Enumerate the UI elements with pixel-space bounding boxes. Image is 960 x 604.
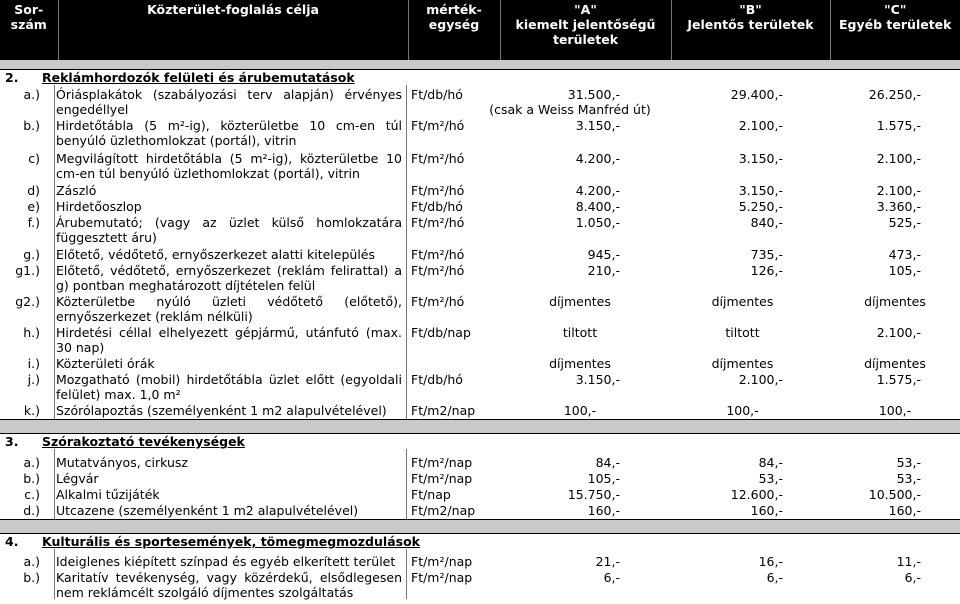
header-zone-b-text: "B" Jelentős területek <box>687 2 814 32</box>
row-value-c: 100,- <box>878 403 912 418</box>
row-letter: c.) <box>24 487 40 502</box>
column-rule <box>54 85 55 419</box>
row-unit: Ft/m²/hó <box>411 263 465 278</box>
row-unit: Ft/db/hó <box>411 87 463 102</box>
row-value-b: 16,- <box>758 554 783 569</box>
separator-stripe <box>0 520 960 533</box>
header-zone-c-text: "C" Egyéb területek <box>839 2 952 32</box>
row-value-a: 100,- <box>563 403 597 418</box>
section-number: 2. <box>5 70 19 85</box>
row-unit: Ft/m²/nap <box>411 570 473 585</box>
row-unit: Ft/m²/hó <box>411 151 465 166</box>
row-rule <box>0 419 960 420</box>
row-letter: i.) <box>27 356 40 371</box>
row-letter: a.) <box>23 87 40 102</box>
header-zone-b <box>671 0 830 60</box>
row-value-b: 3.150,- <box>738 183 783 198</box>
header-zone-c <box>830 0 960 60</box>
row-note: (csak a Weiss Manfréd út) <box>489 102 651 117</box>
row-value-b: tiltott <box>725 325 760 340</box>
row-value-b: 12.600,- <box>730 487 783 502</box>
row-letter: g1.) <box>15 263 40 278</box>
column-rule <box>406 549 407 599</box>
row-value-a: díjmentes <box>549 356 611 371</box>
row-value-b: 100,- <box>726 403 759 418</box>
row-unit: Ft/db/hó <box>411 372 463 387</box>
row-unit: Ft/db/hó <box>411 199 463 214</box>
header-unit-text: mérték- egység <box>426 2 482 32</box>
header-zone-a-text: "A" kiemelt jelentőségű területek <box>515 2 656 47</box>
row-description: Közterületi órák <box>56 356 155 371</box>
row-value-b: 735,- <box>750 247 783 262</box>
header-zone-a <box>500 0 671 60</box>
row-description: Szórólapoztás (személyenként 1 m2 alapulvételével) <box>56 403 387 418</box>
row-value-a: 1.050,- <box>575 215 620 230</box>
row-value-b: 29.400,- <box>730 87 783 102</box>
header-purpose <box>58 0 408 60</box>
row-unit: Ft/m2/nap <box>411 503 476 518</box>
row-letter: a.) <box>23 554 40 569</box>
row-description: Előtető, védőtető, ernyőszerkezet (reklám felirattal) a g) pontban meghatározott díjtételen felül <box>56 263 402 293</box>
row-value-c: díjmentes <box>864 356 926 371</box>
row-value-b: 3.150,- <box>738 151 783 166</box>
row-value-c: 11,- <box>896 554 921 569</box>
row-value-c: 3.360,- <box>876 199 921 214</box>
row-letter: d.) <box>23 503 40 518</box>
row-value-c: 10.500,- <box>868 487 921 502</box>
section-number: 4. <box>5 534 19 549</box>
row-unit: Ft/nap <box>411 487 451 502</box>
row-unit: Ft/m²/nap <box>411 471 473 486</box>
row-value-b: 2.100,- <box>738 118 783 133</box>
section-title: Kulturális és sportesemények, tömegmegmozdulások <box>42 534 420 549</box>
row-description: Légvár <box>56 471 99 486</box>
row-unit: Ft/m²/hó <box>411 294 465 309</box>
row-unit: Ft/m²/nap <box>411 455 473 470</box>
row-value-c: 1.575,- <box>876 372 921 387</box>
row-description: Előtető, védőtető, ernyőszerkezet alatti kitelepülés <box>56 247 375 262</box>
column-rule <box>54 549 55 599</box>
row-value-c: 525,- <box>888 215 921 230</box>
row-value-a: 3.150,- <box>575 372 620 387</box>
header-unit <box>408 0 500 60</box>
row-value-c: 160,- <box>888 503 921 518</box>
row-unit: Ft/m²/hó <box>411 215 465 230</box>
row-value-b: 160,- <box>750 503 783 518</box>
row-value-c: 2.100,- <box>876 183 921 198</box>
row-value-c: 473,- <box>888 247 921 262</box>
row-unit: Ft/m²/hó <box>411 183 465 198</box>
row-letter: d) <box>27 183 40 198</box>
row-letter: e) <box>27 199 40 214</box>
row-value-c: 2.100,- <box>876 325 921 340</box>
row-value-a: 160,- <box>587 503 620 518</box>
header-purpose-text: Közterület-foglalás célja <box>147 2 319 17</box>
row-letter: b.) <box>23 570 40 585</box>
header-row-number <box>0 0 58 60</box>
row-letter: f.) <box>27 215 40 230</box>
row-letter: h.) <box>23 325 40 340</box>
row-description: Árubemutató; (vagy az üzlet külső homlokzatára függesztett áru) <box>56 215 402 245</box>
row-description: Zászló <box>56 183 97 198</box>
row-description: Alkalmi tűzijáték <box>56 487 160 502</box>
row-value-c: 26.250,- <box>868 87 921 102</box>
separator-stripe <box>0 420 960 433</box>
row-letter: b.) <box>23 118 40 133</box>
row-description: Közterületbe nyúló üzleti védőtető (előtető), ernyőszerkezet (reklám nélküli) <box>56 294 402 324</box>
row-rule <box>0 519 960 520</box>
row-value-b: 6,- <box>766 570 783 585</box>
row-value-a: 8.400,- <box>575 199 620 214</box>
row-value-c: díjmentes <box>864 294 926 309</box>
row-value-a: 21,- <box>595 554 620 569</box>
table-header <box>0 0 960 60</box>
row-unit: Ft/db/nap <box>411 325 471 340</box>
row-value-c: 2.100,- <box>876 151 921 166</box>
row-description: Ideiglenes kiépített színpad és egyéb elkerített terület <box>56 554 396 569</box>
row-value-b: 126,- <box>750 263 783 278</box>
row-value-c: 105,- <box>888 263 921 278</box>
row-value-a: 3.150,- <box>575 118 620 133</box>
row-value-a: tiltott <box>562 325 598 340</box>
section-title: Szórakoztató tevékenységek <box>42 434 245 449</box>
row-value-a: díjmentes <box>549 294 611 309</box>
row-unit: Ft/m²/hó <box>411 247 465 262</box>
row-value-b: díjmentes <box>711 294 774 309</box>
row-value-a: 105,- <box>587 471 620 486</box>
column-rule <box>406 85 407 419</box>
row-value-c: 6,- <box>904 570 921 585</box>
row-value-a: 84,- <box>595 455 620 470</box>
row-unit: Ft/m2/nap <box>411 403 476 418</box>
row-unit: Ft/m²/hó <box>411 118 465 133</box>
row-value-a: 4.200,- <box>575 183 620 198</box>
row-unit: Ft/m²/nap <box>411 554 473 569</box>
row-description: Óriásplakátok (szabályozási terv alapján) érvényes engedéllyel <box>56 87 402 117</box>
column-rule <box>406 449 407 519</box>
row-value-c: 1.575,- <box>876 118 921 133</box>
row-description: Hirdetőtábla (5 m²-ig), közterületbe 10 cm-en túl benyúló üzlethomlokzat (portál), vitrin <box>56 118 402 148</box>
row-value-c: 53,- <box>896 471 921 486</box>
row-letter: b.) <box>23 471 40 486</box>
row-value-a: 4.200,- <box>575 151 620 166</box>
row-description: Mutatványos, cirkusz <box>56 455 188 470</box>
row-description: Hirdetőoszlop <box>56 199 142 214</box>
row-description: Megvilágított hirdetőtábla (5 m²-ig), közterületbe 10 cm-en túl benyúló üzlethomlokzat (portál), vitrin <box>56 151 402 181</box>
row-description: Mozgatható (mobil) hirdetőtábla üzlet előtt (egyoldali felület) max. 1,0 m² <box>56 372 402 402</box>
row-value-a: 210,- <box>587 263 620 278</box>
row-value-a: 945,- <box>587 247 620 262</box>
row-letter: g.) <box>23 247 40 262</box>
row-value-a: 15.750,- <box>567 487 620 502</box>
row-letter: a.) <box>23 455 40 470</box>
row-value-c: 53,- <box>896 455 921 470</box>
row-value-a: 31.500,- <box>567 87 620 102</box>
separator-stripe <box>0 60 960 69</box>
row-value-a: 6,- <box>603 570 620 585</box>
section-title: Reklámhordozók felületi és árubemutatások <box>42 70 355 85</box>
row-description: Utcazene (személyenként 1 m2 alapulvételével) <box>56 503 359 518</box>
row-value-b: 5.250,- <box>738 199 783 214</box>
row-value-b: 840,- <box>750 215 783 230</box>
row-value-b: 84,- <box>758 455 783 470</box>
row-letter: g2.) <box>15 294 40 309</box>
section-number: 3. <box>5 434 19 449</box>
header-row-number-text: Sor- szám <box>10 2 47 32</box>
row-description: Karitatív tevékenység, vagy közérdekű, elsődlegesen nem reklámcélt szolgáló díjmentes szolgáltatás <box>56 570 402 600</box>
row-letter: j.) <box>27 372 40 387</box>
row-letter: c) <box>28 151 40 166</box>
row-letter: k.) <box>23 403 40 418</box>
row-value-b: 53,- <box>758 471 783 486</box>
row-description: Hirdetési céllal elhelyezett gépjármű, utánfutó (max. 30 nap) <box>56 325 402 355</box>
column-rule <box>54 449 55 519</box>
row-value-b: díjmentes <box>711 356 774 371</box>
row-value-b: 2.100,- <box>738 372 783 387</box>
